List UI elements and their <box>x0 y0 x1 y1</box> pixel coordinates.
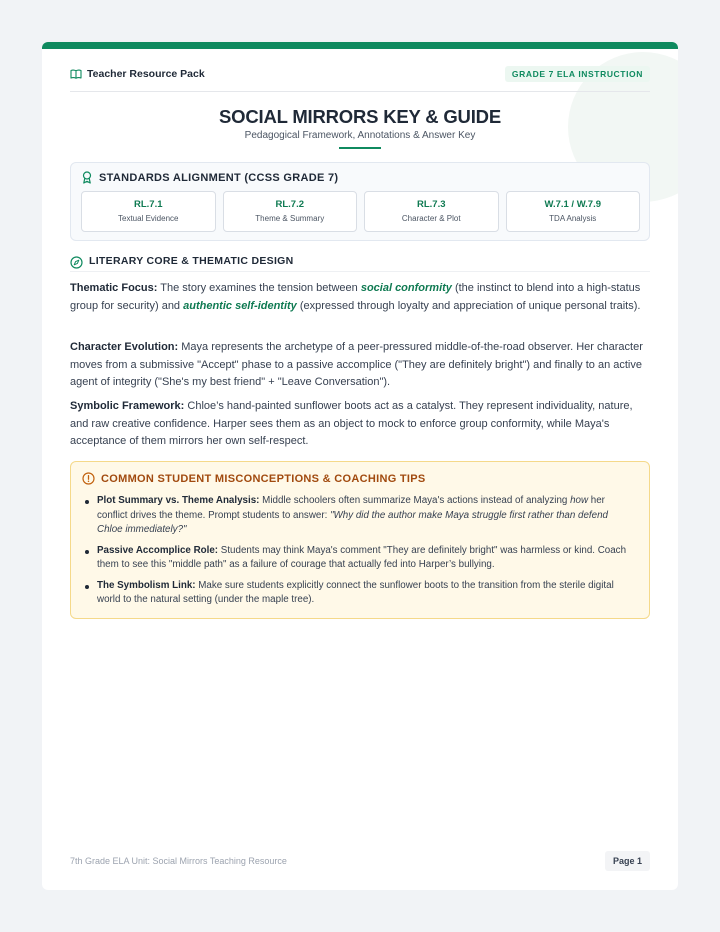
standards-cards <box>81 191 640 232</box>
standard-description: Textual Evidence <box>118 214 179 223</box>
tips-heading <box>82 472 426 485</box>
standard-code: RL.7.3 <box>416 199 446 210</box>
open-book-icon <box>70 69 82 79</box>
thematic-text: (expressed through loyalty and appreciation of unique personal traits). <box>296 299 641 312</box>
brand <box>70 68 205 80</box>
page-subtitle: Pedagogical Framework, Annotations & Answer Key <box>244 130 476 141</box>
award-ribbon-icon <box>81 171 93 184</box>
standard-code: RL.7.2 <box>275 199 304 210</box>
symbolic-text: Chloe’s hand-painted sunflower boots act as a catalyst. They represent individuality, nature, and raw creative confidence. Harper sees them as an object to mock to enforce group conformity, while Maya's acceptance of them mirrors her own self-respect. <box>70 400 633 447</box>
character-text: Maya represents the archetype of a peer-pressured middle-of-the-road observer. Her character moves from a submissive "Accept" phase to a passive accomplice ("They are definitely bright") and finally to an active agent of integrity ("She's my best friend" + "Leave Conversation"). <box>70 341 643 388</box>
accent-bar <box>42 42 678 49</box>
character-evolution-paragraph <box>70 339 650 392</box>
page-title: SOCIAL MIRRORS KEY & GUIDE <box>219 106 501 127</box>
thematic-focus-paragraph <box>70 280 650 315</box>
standard-description: Theme & Summary <box>255 214 325 223</box>
tip-emphasis: how <box>570 495 589 506</box>
standard-description: TDA Analysis <box>549 214 597 223</box>
standards-heading-label: STANDARDS ALIGNMENT (CCSS GRADE 7) <box>99 171 339 184</box>
tip-question: "Why did the author make Maya struggle first rather than defend Chloe immediately?" <box>97 509 608 535</box>
footer-text: 7th Grade ELA Unit: Social Mirrors Teaching Resource <box>70 856 287 866</box>
tip-label: The Symbolism Link: <box>97 579 196 591</box>
grade-badge: GRADE 7 ELA INSTRUCTION <box>505 66 650 82</box>
tip-item <box>85 494 635 538</box>
title-underline <box>339 147 381 149</box>
standards-panel <box>70 162 650 241</box>
tip-text: her conflict drives the theme. Prompt students to answer: <box>97 495 605 521</box>
symbolic-framework-paragraph <box>70 398 650 451</box>
tip-item <box>85 544 635 573</box>
standard-card <box>223 191 358 232</box>
tip-text: Middle schoolers often summarize Maya's actions instead of analyzing <box>259 495 571 506</box>
tip-text: Make sure students explicitly connect the sunflower boots to the transition from the sterile digital world to the natural setting (under the maple tree). <box>97 579 614 605</box>
tips-heading-label: COMMON STUDENT MISCONCEPTIONS & COACHING TIPS <box>101 472 426 485</box>
page-number-badge: Page 1 <box>605 851 650 871</box>
highlight-authentic-self-identity: authentic self-identity <box>183 299 297 312</box>
tips-list <box>85 494 635 614</box>
standards-heading <box>81 171 338 184</box>
symbolic-label: Symbolic Framework: <box>70 400 185 412</box>
compass-icon <box>70 256 83 269</box>
standard-card <box>506 191 641 232</box>
character-label: Character Evolution: <box>70 341 179 353</box>
brand-label: Teacher Resource Pack <box>87 68 205 80</box>
tip-label: Passive Accomplice Role: <box>97 544 219 556</box>
tip-text: Students may think Maya's comment "They are definitely bright" was harmless or kind. Coach them to see this "middle path" as a failure of courage that actually fed into Harper’s bullying. <box>97 544 627 570</box>
tip-label: Plot Summary vs. Theme Analysis: <box>97 495 260 506</box>
thematic-text: (the instinct to blend into a high-status group for security) and <box>70 282 641 312</box>
tip-item <box>85 579 635 608</box>
standard-card <box>364 191 499 232</box>
thematic-label: Thematic Focus: <box>70 282 158 294</box>
page-header <box>70 66 650 92</box>
highlight-social-conformity: social conformity <box>360 282 452 294</box>
literary-heading-label: LITERARY CORE & THEMATIC DESIGN <box>89 254 294 267</box>
standard-code: W.7.1 / W.7.9 <box>544 199 601 210</box>
thematic-text: The story examines the tension between <box>157 282 361 294</box>
standard-code: RL.7.1 <box>133 199 163 210</box>
standard-card <box>81 191 216 232</box>
coaching-tips-panel <box>70 461 650 619</box>
document-page <box>42 42 678 890</box>
alert-circle-icon <box>82 472 95 485</box>
standard-description: Character & Plot <box>401 214 461 223</box>
literary-section-heading <box>70 254 650 272</box>
